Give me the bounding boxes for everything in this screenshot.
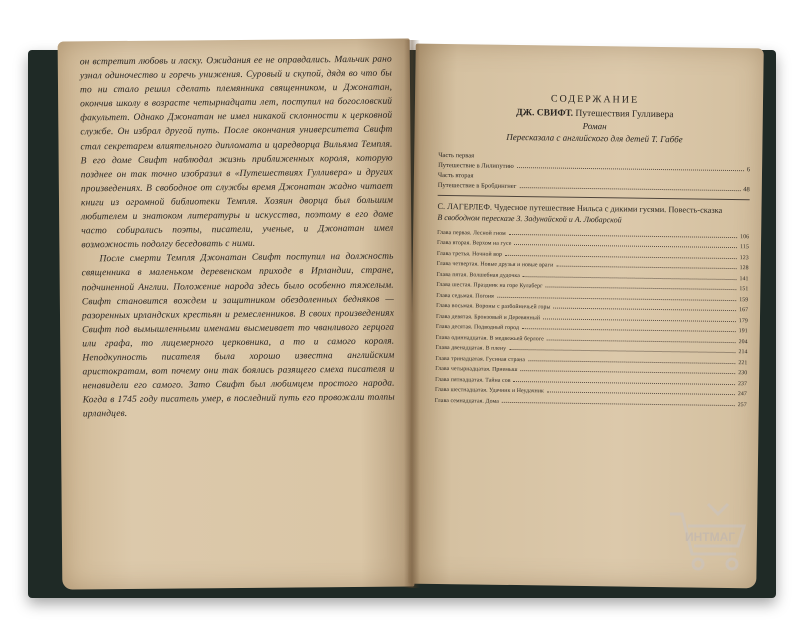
paragraph-2: После смерти Темпля Джонатан Свифт поступил на должность священника в маленьком деревенском приходе в Ирландии, стране, подчиненной Англии. Положение народа здесь было особенно тяжелым. Свифт становится вождем и защитником обездоленных бедняков — разоренных ирландских крестьян и ремесленников. В своих произведениях Свифт под вымышленными именами высмеивает то чванливого герцога или графа, то лицемерного церковника, а то и самого короля. Неподкупность писателя была хорошо известна английским аристократам, вот почему они так боялись разящего смеха писателя и ненавидели его самого. Зато Свифт был любимцем простого народа. Когда в 1745 году писатель умер, в последний путь его провожали толпы ирландцев.: [81, 251, 395, 420]
chapter-row: Глава пятнадцатая. Тайна сов 237: [435, 376, 748, 387]
translation-note: В свободном пересказе З. Задунайской и А. Любарской: [437, 212, 622, 225]
chapter-row: Глава четвертая. Новые друзья и новые враги 128: [436, 260, 749, 272]
work-gulliver: Путешествия Гулливера: [575, 108, 674, 121]
contents-heading: СОДЕРЖАНИЕ: [550, 93, 640, 106]
book-gutter: [404, 40, 420, 588]
list-item: Путешествие в Лилипутию 6: [438, 161, 751, 174]
chapter-row: Глава пятая. Волшебная дудочка 141: [436, 271, 749, 282]
chapter-row: Глава восьмая. Вороны с разбойничьей горы 167: [436, 302, 749, 314]
work-nils: Чудесное путешествие Нильса с дикими гусями. Повесть-сказка: [494, 202, 723, 215]
svg-text:ИНТМАГ: ИНТМАГ: [684, 530, 736, 544]
list-item: Путешествие в Бробдингнег 48: [437, 181, 750, 194]
chapter-row: Глава тринадцатая. Гусиная страна 221: [435, 355, 748, 366]
left-page: [58, 38, 415, 589]
paragraph-1: он встретит любовь и ласку. Ожидания ее не оправдались. Мальчик рано узнал одиночество и горечь унижения. Суровый и скупой, дядя во что бы то ни стало решил сделать племянника священником, и Джонатан, окончив школу в возрасте четырнадцати лет, поступил на богословский факультет. Однако Джонатан не имел никакой склонности к церковной службе. Он избрал другой путь. После окончания университета Свифт стал секретарем влиятельного дипломата и царедворца Вильяма Темпля. В его доме Свифт наблюдал жизнь приближенных короля, которую позднее он так точно изобразил в «Путешествиях Гулливера» и других произведениях. В свободное от службы время Джонатан жадно читает книги из огромной библиотеки Темпля. Хозяин дворца был большим любителем и знатоком литературы и искусства, поэтому в его доме часто собирались поэты, писатели, ученые, и Джонатан имел возможность подолгу беседовать с ними.: [79, 54, 394, 251]
chapter-list: [435, 225, 749, 408]
left-page-text: [80, 53, 395, 422]
retold-note: Пересказала с английского для детей Т. Габбе: [506, 131, 683, 145]
list-item: Часть первая: [438, 151, 475, 160]
author-swift: ДЖ. СВИФТ.: [516, 108, 574, 119]
genre-label: Роман: [582, 120, 607, 132]
divider: [438, 195, 750, 200]
chapter-row: Глава девятая. Бронзовый и Деревянный 179: [435, 313, 748, 324]
chapter-row: Глава шестнадцатая. Удачник и Неудачник 247: [434, 386, 747, 398]
shop-logo-watermark: [662, 496, 752, 576]
chapter-row: Глава четырнадцатая. Приемыш 230: [435, 365, 748, 377]
chapter-row: Глава десятая. Подводный город 191: [435, 323, 748, 335]
chapter-row: Глава шестая. Праздник на горе Кулаберг 151: [436, 281, 749, 293]
chapter-row: Глава семнадцатая. Дома 257: [434, 397, 747, 408]
chapter-row: Глава двенадцатая. В плену 214: [435, 344, 748, 356]
table-of-contents: [435, 92, 751, 408]
chapter-row: Глава седьмая. Погоня 159: [436, 292, 749, 303]
gulliver-parts-list: [438, 149, 751, 193]
chapter-row: Глава третья. Ночной вор 123: [436, 250, 749, 261]
list-item: Часть вторая: [437, 171, 474, 180]
chapter-row: Глава вторая. Верхом на гусе 115: [436, 239, 750, 251]
chapter-row: Глава первая. Лесной гном 106: [437, 229, 750, 240]
chapter-row: Глава одиннадцатая. В медвежьей берлоге 204: [435, 334, 748, 345]
author-lagerlof: С. ЛАГЕРЛЕФ.: [437, 201, 493, 212]
